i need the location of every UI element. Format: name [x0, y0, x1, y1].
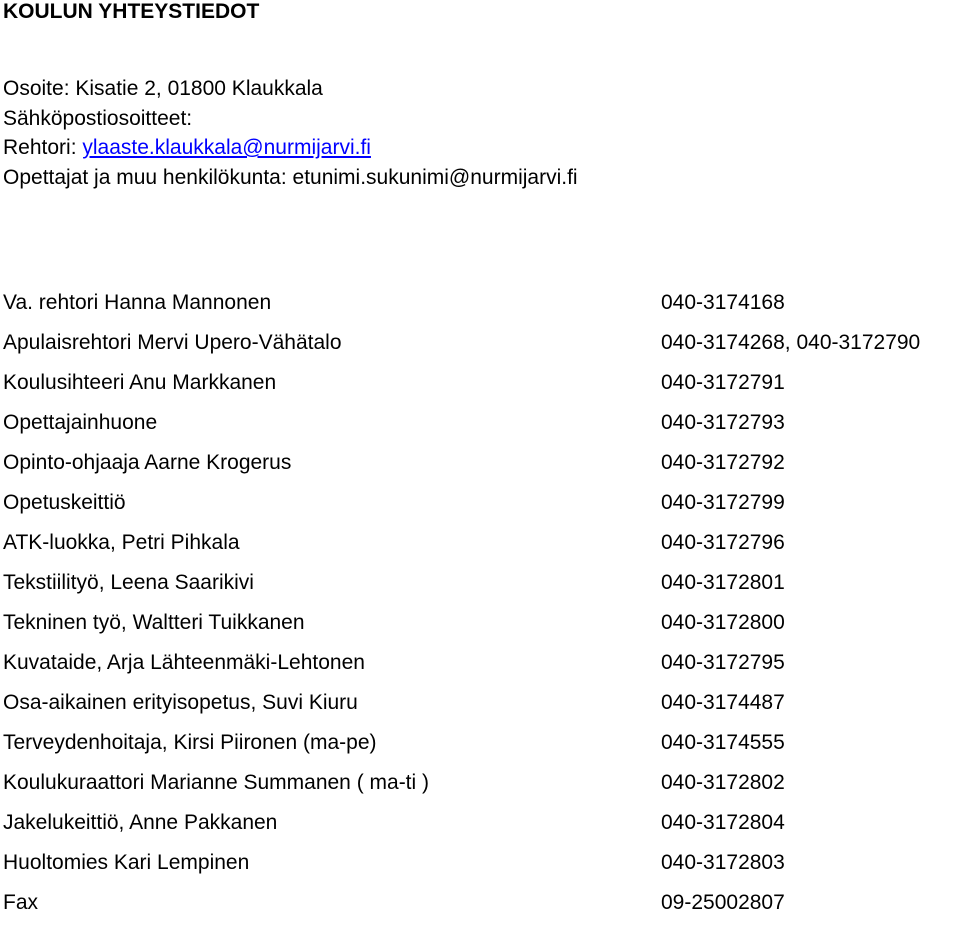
email-heading: Sähköpostiosoitteet:	[3, 106, 193, 130]
contact-phone: 040-3172791	[661, 371, 785, 394]
contact-name: Kuvataide, Arja Lähteenmäki-Lehtonen	[3, 651, 365, 674]
contact-name: Fax	[3, 891, 39, 914]
contact-row	[3, 367, 960, 407]
contact-phone: 040-3172796	[661, 531, 785, 554]
contact-phone: 040-3172803	[661, 851, 785, 874]
contact-phone: 040-3172793	[661, 411, 785, 434]
contact-name: Tekninen työ, Waltteri Tuikkanen	[3, 611, 305, 634]
contact-name: Apulaisrehtori Mervi Upero-Vähätalo	[3, 331, 342, 354]
contact-phone: 040-3172802	[661, 771, 785, 794]
contact-phone: 040-3172800	[661, 611, 785, 634]
contact-row	[3, 727, 960, 767]
contact-row	[3, 287, 960, 327]
contact-phone: 040-3174268, 040-3172790	[661, 331, 921, 354]
contact-row	[3, 607, 960, 647]
contact-row	[3, 647, 960, 687]
contact-phone: 040-3172804	[661, 811, 785, 834]
contact-row	[3, 807, 960, 847]
contact-row	[3, 847, 960, 887]
contact-name: Opinto-ohjaaja Aarne Krogerus	[3, 451, 292, 474]
contacts-list	[3, 287, 960, 927]
contact-row	[3, 567, 960, 607]
principal-email-link[interactable]: ylaaste.klaukkala@nurmijarvi.fi	[82, 136, 371, 159]
document-title: KOULUN YHTEYSTIEDOT	[3, 0, 260, 23]
contact-name: Terveydenhoitaja, Kirsi Piironen (ma-pe)	[3, 731, 377, 754]
contact-row	[3, 687, 960, 727]
contact-name: Koulusihteeri Anu Markkanen	[3, 371, 277, 394]
contact-row	[3, 887, 960, 927]
contact-phone: 040-3174168	[661, 291, 785, 314]
staff-email-line: Opettajat ja muu henkilökunta: etunimi.sukunimi@nurmijarvi.fi	[3, 165, 578, 189]
contact-phone: 09-25002807	[661, 891, 785, 914]
contact-name: Osa-aikainen erityisopetus, Suvi Kiuru	[3, 691, 358, 714]
contact-name: Tekstiilityö, Leena Saarikivi	[3, 571, 254, 594]
contact-row	[3, 407, 960, 447]
contact-phone: 040-3172795	[661, 651, 785, 674]
contact-row	[3, 447, 960, 487]
contact-row	[3, 327, 960, 367]
contact-name: Jakelukeittiö, Anne Pakkanen	[3, 811, 278, 834]
contact-row	[3, 487, 960, 527]
contact-name: Opetuskeittiö	[3, 491, 126, 514]
contact-phone: 040-3174487	[661, 691, 785, 714]
contact-row	[3, 767, 960, 807]
address-line: Osoite: Kisatie 2, 01800 Klaukkala	[3, 77, 323, 100]
contact-name: Opettajainhuone	[3, 411, 158, 434]
contact-name: Va. rehtori Hanna Mannonen	[3, 291, 272, 314]
contact-phone: 040-3174555	[661, 731, 785, 754]
contact-name: ATK-luokka, Petri Pihkala	[3, 531, 240, 554]
principal-email-line	[3, 133, 578, 163]
contact-phone: 040-3172801	[661, 571, 785, 594]
contact-info-block	[3, 74, 578, 192]
contact-row	[3, 527, 960, 567]
principal-email-label: Rehtori:	[3, 136, 83, 159]
contact-name: Huoltomies Kari Lempinen	[3, 851, 250, 874]
contact-phone: 040-3172792	[661, 451, 785, 474]
contact-phone: 040-3172799	[661, 491, 785, 514]
contact-name: Koulukuraattori Marianne Summanen ( ma-ti )	[3, 771, 430, 794]
